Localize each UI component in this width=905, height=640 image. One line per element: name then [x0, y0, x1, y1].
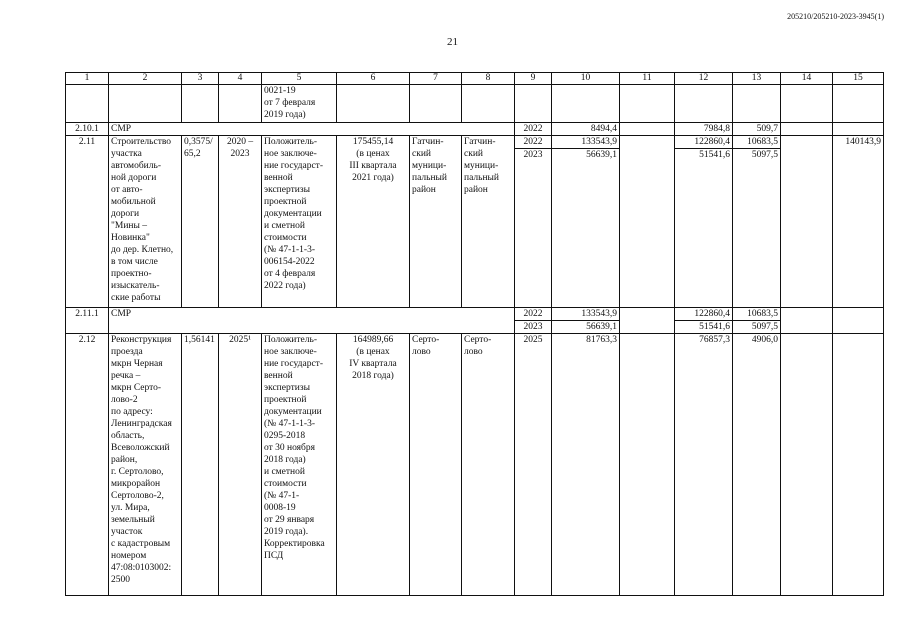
remaining-cost-cell: 140143,9 — [833, 136, 884, 308]
regional-budget-cell: 122860,4 51541,6 — [675, 308, 733, 334]
expertise-cell: 0021-19 от 7 февраля 2019 года) — [262, 85, 337, 123]
col-header: 12 — [675, 73, 733, 85]
column-number-row — [66, 73, 884, 85]
col-header: 2 — [109, 73, 182, 85]
expertise-cell: Положитель- ное заключе- ние государст- венной экспертизы проектной документации (№ 47-1-1-3- 0295-2018 от 30 ноября 2018 года) и сметной стоимости (№ 47-1- 0008-19 от 29 января 2019 года). Корректировка ПСД — [262, 334, 337, 596]
col-header: 5 — [262, 73, 337, 85]
col-header: 7 — [410, 73, 462, 85]
col-header: 11 — [620, 73, 675, 85]
year-cell: 2022 2023 — [515, 136, 552, 308]
col-header: 14 — [781, 73, 833, 85]
capacity-cell: 1,56141 — [182, 334, 219, 596]
estimated-cost-cell: 175455,14 (в ценах III квартала 2021 года) — [337, 136, 410, 308]
row-name: СМР — [109, 308, 515, 334]
table-row-2-12 — [66, 334, 884, 596]
total-cell: 133543,9 56639,1 — [552, 308, 620, 334]
object-name: Строительство участка автомобиль- ной дороги от авто- мобильной дороги "Мины – Новинка" до дер. Клетно, в том числе проектно- изыскатель- ские работы — [109, 136, 182, 308]
period-cell: 2025¹ — [219, 334, 262, 596]
continuation-row — [66, 85, 884, 123]
col-header: 1 — [66, 73, 109, 85]
local-budget-cell: 509,7 — [733, 123, 781, 136]
year-cell: 2022 2023 — [515, 308, 552, 334]
row-number: 2.11.1 — [66, 308, 109, 334]
col-header: 10 — [552, 73, 620, 85]
regional-budget-cell: 7984,8 — [675, 123, 733, 136]
table-row-2-10-1 — [66, 123, 884, 136]
col-header: 4 — [219, 73, 262, 85]
row-number: 2.12 — [66, 334, 109, 596]
col-header: 13 — [733, 73, 781, 85]
year-cell: 2022 — [515, 123, 552, 136]
row-name: СМР — [109, 123, 515, 136]
municipality-cell: Серто- лово — [462, 334, 515, 596]
col-header: 8 — [462, 73, 515, 85]
municipality-cell: Гатчин- ский муници- пальный район — [462, 136, 515, 308]
col-header: 9 — [515, 73, 552, 85]
regional-budget-cell: 76857,3 — [675, 334, 733, 596]
regional-budget-cell: 122860,4 51541,6 — [675, 136, 733, 308]
table-row-2-11 — [66, 136, 884, 308]
total-cell: 81763,3 — [552, 334, 620, 596]
budget-table — [65, 72, 884, 596]
local-budget-cell: 10683,5 5097,5 — [733, 308, 781, 334]
table-row-2-11-1 — [66, 308, 884, 334]
col-header: 6 — [337, 73, 410, 85]
local-budget-cell: 10683,5 5097,5 — [733, 136, 781, 308]
row-number: 2.10.1 — [66, 123, 109, 136]
local-budget-cell: 4906,0 — [733, 334, 781, 596]
expertise-cell: Положитель- ное заключе- ние государст- венной экспертизы проектной документации и сметной стоимости (№ 47-1-1-3- 006154-2022 от 4 февраля 2022 года) — [262, 136, 337, 308]
total-cell: 133543,9 56639,1 — [552, 136, 620, 308]
total-cell: 8494,4 — [552, 123, 620, 136]
col-header: 3 — [182, 73, 219, 85]
customer-cell: Гатчин- ский муници- пальный район — [410, 136, 462, 308]
customer-cell: Серто- лово — [410, 334, 462, 596]
period-cell: 2020 – 2023 — [219, 136, 262, 308]
col-header: 15 — [833, 73, 884, 85]
capacity-cell: 0,3575/ 65,2 — [182, 136, 219, 308]
page-number: 21 — [447, 36, 458, 48]
object-name: Реконструкция проезда мкрн Черная речка – мкрн Серто- лово-2 по адресу: Ленинградская область, Всеволожский район, г. Сертолово, микрорайон Сертолово-2, ул. Мира, земельный участок с кадастровым номером 47:08:0103002: 2500 — [109, 334, 182, 596]
estimated-cost-cell: 164989,66 (в ценах IV квартала 2018 года) — [337, 334, 410, 596]
document-code: 205210/205210-2023-3945(1) — [787, 12, 884, 21]
row-number: 2.11 — [66, 136, 109, 308]
year-cell: 2025 — [515, 334, 552, 596]
